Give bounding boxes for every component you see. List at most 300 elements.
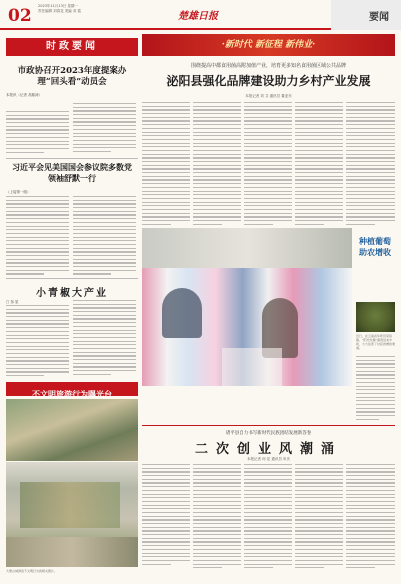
text-line: [6, 323, 69, 324]
text-line: [193, 157, 241, 158]
text-line: [193, 128, 241, 129]
main-headline: 泌阳县强化品牌建设助力乡村产业发展: [166, 74, 371, 88]
text-line: [142, 176, 190, 177]
text-line: [346, 191, 395, 192]
text-line: [193, 490, 241, 491]
text-line: [295, 176, 343, 177]
text-line: [6, 364, 69, 365]
text-line: [193, 165, 241, 166]
text-line: [295, 213, 343, 214]
text-line: [193, 497, 241, 498]
text-line: [193, 512, 241, 513]
text-line: [142, 490, 190, 491]
text-line: [193, 113, 241, 114]
text-line: [193, 117, 241, 118]
text-line: [244, 209, 292, 210]
text-line: [193, 154, 241, 155]
text-line: [193, 567, 222, 568]
text-line: [6, 118, 69, 119]
text-line: [142, 545, 190, 546]
text-line: [6, 200, 69, 201]
text-line: [346, 508, 395, 509]
text-line: [142, 512, 190, 513]
text-line: [346, 475, 395, 476]
text-line: [73, 311, 136, 312]
text-line: [346, 564, 395, 565]
text-line: [193, 527, 241, 528]
text-line: [142, 564, 171, 565]
text-line: [6, 222, 69, 223]
text-line: [356, 408, 395, 409]
text-line: [142, 508, 190, 509]
text-line: [6, 342, 69, 343]
text-line: [142, 527, 190, 528]
text-line: [295, 564, 343, 565]
text-line: [193, 213, 241, 214]
text-line: [193, 143, 241, 144]
text-line: [356, 400, 395, 401]
text-line: [142, 494, 190, 495]
text-line: [295, 172, 343, 173]
text-line: [295, 512, 343, 513]
text-line: [6, 126, 69, 127]
text-line: [244, 117, 292, 118]
text-line: [244, 508, 292, 509]
text-line: [346, 527, 395, 528]
text-line: [6, 346, 69, 347]
text-line: [193, 176, 241, 177]
text-line: [6, 196, 69, 197]
text-line: [73, 248, 136, 249]
text-line: [295, 497, 343, 498]
main-kicker: 围绕提高中都食用菌高附加值产业，培育更多知名食用菌区域公共品牌: [190, 63, 346, 69]
text-line: [244, 179, 292, 180]
text-line: [244, 519, 292, 520]
text-line: [346, 530, 395, 531]
text-line: [142, 202, 190, 203]
text-line: [244, 512, 292, 513]
text-line: [142, 475, 190, 476]
text-line: [193, 139, 241, 140]
text-line: [73, 341, 136, 342]
text-line: [193, 479, 241, 480]
tourist-photo-1: [6, 399, 138, 461]
text-line: [295, 205, 343, 206]
text-line: [346, 198, 395, 199]
text-line: [295, 541, 343, 542]
story4-banner: [6, 382, 138, 399]
text-line: [346, 187, 395, 188]
text-line: [295, 560, 343, 561]
main-text-col4: [295, 102, 343, 227]
story4-headline: 不文明旅游行为曝光台: [32, 389, 112, 399]
text-line: [244, 567, 273, 568]
main-text-col1: [142, 102, 190, 227]
main-text-col3: [244, 102, 292, 227]
text-line: [295, 494, 343, 495]
text-line: [346, 567, 375, 568]
grape-photo: [356, 302, 395, 332]
text-line: [346, 519, 395, 520]
text-line: [295, 209, 343, 210]
story1-headline: 市政协召开2023年度提案办理“回头看”动员会: [17, 66, 127, 87]
text-line: [193, 194, 241, 195]
text-line: [244, 187, 292, 188]
text-line: [346, 161, 395, 162]
text-line: [6, 368, 69, 369]
text-line: [346, 482, 395, 483]
text-line: [6, 211, 69, 212]
text-line: [142, 482, 190, 483]
slogan-text: ·新时代 新征程 新伟业·: [221, 40, 316, 50]
text-line: [193, 209, 241, 210]
text-line: [193, 202, 241, 203]
text-line: [295, 549, 343, 550]
text-line: [244, 534, 292, 535]
text-line: [193, 198, 241, 199]
text-line: [244, 106, 292, 107]
text-line: [6, 357, 69, 358]
text-line: [73, 240, 136, 241]
text-line: [346, 139, 395, 140]
text-line: [73, 118, 136, 119]
text-line: [346, 213, 395, 214]
text-line: [244, 191, 292, 192]
text-line: [346, 553, 395, 554]
text-line: [244, 198, 292, 199]
text-line: [244, 161, 292, 162]
text-line: [244, 176, 292, 177]
text-line: [295, 102, 343, 103]
text-line: [244, 527, 292, 528]
text-line: [346, 505, 395, 506]
text-line: [142, 213, 190, 214]
story1-text-col1: [6, 111, 69, 155]
text-line: [295, 113, 343, 114]
text-line: [73, 103, 136, 104]
text-line: [142, 523, 190, 524]
text-line: [73, 307, 136, 308]
text-line: [346, 220, 395, 221]
main-byline: 本报记者 刘 芬 通讯员 董亚东: [245, 94, 292, 98]
text-line: [346, 494, 395, 495]
text-line: [6, 331, 69, 332]
text-line: [6, 320, 69, 321]
text-line: [142, 534, 190, 535]
slogan-banner: [142, 34, 395, 56]
text-line: [6, 327, 69, 328]
text-line: [244, 109, 292, 110]
text-line: [193, 172, 241, 173]
text-line: [73, 262, 136, 263]
text-line: [6, 141, 69, 142]
flower-market-photo: [142, 228, 352, 386]
text-line: [142, 157, 190, 158]
text-line: [295, 202, 343, 203]
text-line: [142, 117, 190, 118]
story2-text-col1: [6, 196, 69, 277]
text-line: [193, 508, 241, 509]
text-line: [193, 220, 241, 221]
text-line: [356, 371, 395, 372]
page-number: 02: [8, 6, 32, 26]
text-line: [346, 117, 395, 118]
text-line: [142, 220, 190, 221]
text-line: [6, 312, 69, 313]
text-line: [295, 479, 343, 480]
text-line: [73, 244, 136, 245]
text-line: [295, 475, 343, 476]
text-line: [193, 464, 241, 465]
bottom-text-col5: [346, 464, 395, 571]
text-line: [142, 519, 190, 520]
text-line: [244, 505, 292, 506]
text-line: [142, 109, 190, 110]
text-line: [356, 378, 395, 379]
text-line: [142, 224, 171, 225]
text-line: [6, 244, 69, 245]
text-line: [73, 251, 136, 252]
text-line: [142, 560, 190, 561]
text-line: [295, 106, 343, 107]
text-line: [73, 333, 136, 334]
text-line: [73, 203, 136, 204]
text-line: [193, 538, 241, 539]
text-line: [346, 113, 395, 114]
text-line: [73, 226, 136, 227]
text-line: [244, 471, 292, 472]
text-line: [295, 519, 343, 520]
bottom-text-col3: [244, 464, 292, 571]
text-line: [142, 549, 190, 550]
text-line: [244, 564, 292, 565]
section-label: 要闻: [369, 12, 389, 23]
text-line: [346, 216, 395, 217]
story2-text-col2: [73, 196, 136, 277]
text-line: [346, 135, 395, 136]
text-line: [244, 172, 292, 173]
text-line: [6, 371, 69, 372]
text-line: [346, 209, 395, 210]
text-line: [295, 117, 343, 118]
text-line: [193, 523, 241, 524]
text-line: [193, 191, 241, 192]
bottom-text-col2: [193, 464, 241, 571]
main-text-col5: [346, 102, 395, 227]
text-line: [244, 464, 292, 465]
dateline-date: 2023年11月13日 星期一: [38, 4, 78, 8]
story3-byline: □ 邹 星: [6, 300, 19, 304]
story4-caption: 大理古城游客不文明行为的相关图片。: [6, 569, 58, 573]
dateline-editors: 责任编辑 刘春花 美编 邓 铭: [38, 9, 81, 13]
text-line: [142, 102, 190, 103]
text-line: [193, 530, 241, 531]
text-line: [346, 534, 395, 535]
text-line: [193, 564, 241, 565]
text-line: [142, 187, 190, 188]
text-line: [193, 120, 241, 121]
text-line: [244, 120, 292, 121]
text-line: [73, 196, 136, 197]
text-line: [73, 211, 136, 212]
text-line: [73, 355, 136, 356]
text-line: [346, 479, 395, 480]
text-line: [6, 240, 69, 241]
text-line: [244, 497, 292, 498]
text-line: [73, 344, 136, 345]
text-line: [356, 363, 395, 364]
text-line: [244, 139, 292, 140]
text-line: [295, 198, 343, 199]
text-line: [295, 545, 343, 546]
text-line: [6, 133, 69, 134]
text-line: [244, 183, 292, 184]
text-line: [295, 124, 343, 125]
text-line: [193, 216, 241, 217]
text-line: [193, 553, 241, 554]
text-line: [73, 218, 136, 219]
text-line: [295, 490, 343, 491]
text-line: [295, 523, 343, 524]
section-tag: [331, 0, 401, 30]
text-line: [356, 393, 395, 394]
text-line: [73, 330, 136, 331]
text-line: [193, 556, 241, 557]
text-line: [244, 475, 292, 476]
text-line: [244, 165, 292, 166]
text-line: [6, 316, 69, 317]
text-line: [142, 191, 190, 192]
text-line: [244, 494, 292, 495]
text-line: [295, 183, 343, 184]
text-line: [346, 150, 395, 151]
text-line: [193, 482, 241, 483]
text-line: [193, 471, 241, 472]
text-line: [193, 534, 241, 535]
text-line: [193, 494, 241, 495]
text-line: [142, 505, 190, 506]
text-line: [193, 560, 241, 561]
text-line: [244, 124, 292, 125]
text-line: [193, 132, 241, 133]
text-line: [6, 148, 69, 149]
text-line: [142, 553, 190, 554]
tourist-photo-2: [6, 462, 138, 567]
text-line: [142, 168, 190, 169]
page-header: [0, 0, 401, 30]
text-line: [346, 556, 395, 557]
text-line: [193, 224, 222, 225]
text-line: [142, 198, 190, 199]
text-line: [244, 523, 292, 524]
text-line: [295, 161, 343, 162]
text-line: [295, 179, 343, 180]
text-line: [193, 541, 241, 542]
text-line: [244, 538, 292, 539]
text-line: [142, 161, 190, 162]
text-line: [6, 111, 69, 112]
text-line: [6, 349, 69, 350]
text-line: [6, 309, 69, 310]
text-line: [73, 273, 111, 274]
text-line: [346, 179, 395, 180]
text-line: [295, 146, 343, 147]
text-line: [346, 512, 395, 513]
text-line: [142, 464, 190, 465]
text-line: [6, 218, 69, 219]
text-line: [346, 124, 395, 125]
text-line: [73, 140, 136, 141]
text-line: [142, 468, 190, 469]
text-line: [73, 229, 136, 230]
text-line: [356, 419, 379, 420]
dateline: [38, 4, 81, 14]
left-column: [6, 34, 138, 101]
text-line: [346, 176, 395, 177]
text-line: [295, 143, 343, 144]
text-line: [193, 545, 241, 546]
text-line: [244, 530, 292, 531]
bottom-text-col4: [295, 464, 343, 571]
text-line: [244, 468, 292, 469]
text-line: [346, 523, 395, 524]
text-line: [295, 154, 343, 155]
text-line: [244, 143, 292, 144]
text-line: [295, 486, 343, 487]
text-line: [295, 501, 343, 502]
text-line: [346, 545, 395, 546]
text-line: [73, 374, 111, 375]
text-line: [244, 216, 292, 217]
text-line: [6, 305, 69, 306]
text-line: [244, 490, 292, 491]
text-line: [73, 200, 136, 201]
text-line: [346, 471, 395, 472]
text-line: [346, 486, 395, 487]
text-line: [73, 214, 136, 215]
text-line: [73, 110, 136, 111]
text-line: [73, 337, 136, 338]
text-line: [356, 411, 395, 412]
text-line: [346, 109, 395, 110]
text-line: [193, 109, 241, 110]
text-line: [73, 315, 136, 316]
story3-text-col2: [73, 300, 136, 377]
text-line: [295, 534, 343, 535]
text-line: [73, 114, 136, 115]
text-line: [73, 259, 136, 260]
text-line: [295, 120, 343, 121]
text-line: [193, 505, 241, 506]
text-line: [142, 216, 190, 217]
text-line: [244, 128, 292, 129]
text-line: [73, 266, 136, 267]
text-line: [193, 205, 241, 206]
text-line: [6, 353, 69, 354]
text-line: [193, 516, 241, 517]
text-line: [244, 102, 292, 103]
text-line: [346, 497, 395, 498]
text-line: [244, 516, 292, 517]
bottom-kicker: 诸平县自力书写新时代民族团结发展新答卷: [225, 431, 312, 436]
text-line: [6, 137, 69, 138]
text-line: [244, 479, 292, 480]
text-line: [73, 352, 136, 353]
text-line: [73, 300, 136, 301]
text-line: [244, 205, 292, 206]
text-line: [73, 359, 136, 360]
text-line: [73, 129, 136, 130]
